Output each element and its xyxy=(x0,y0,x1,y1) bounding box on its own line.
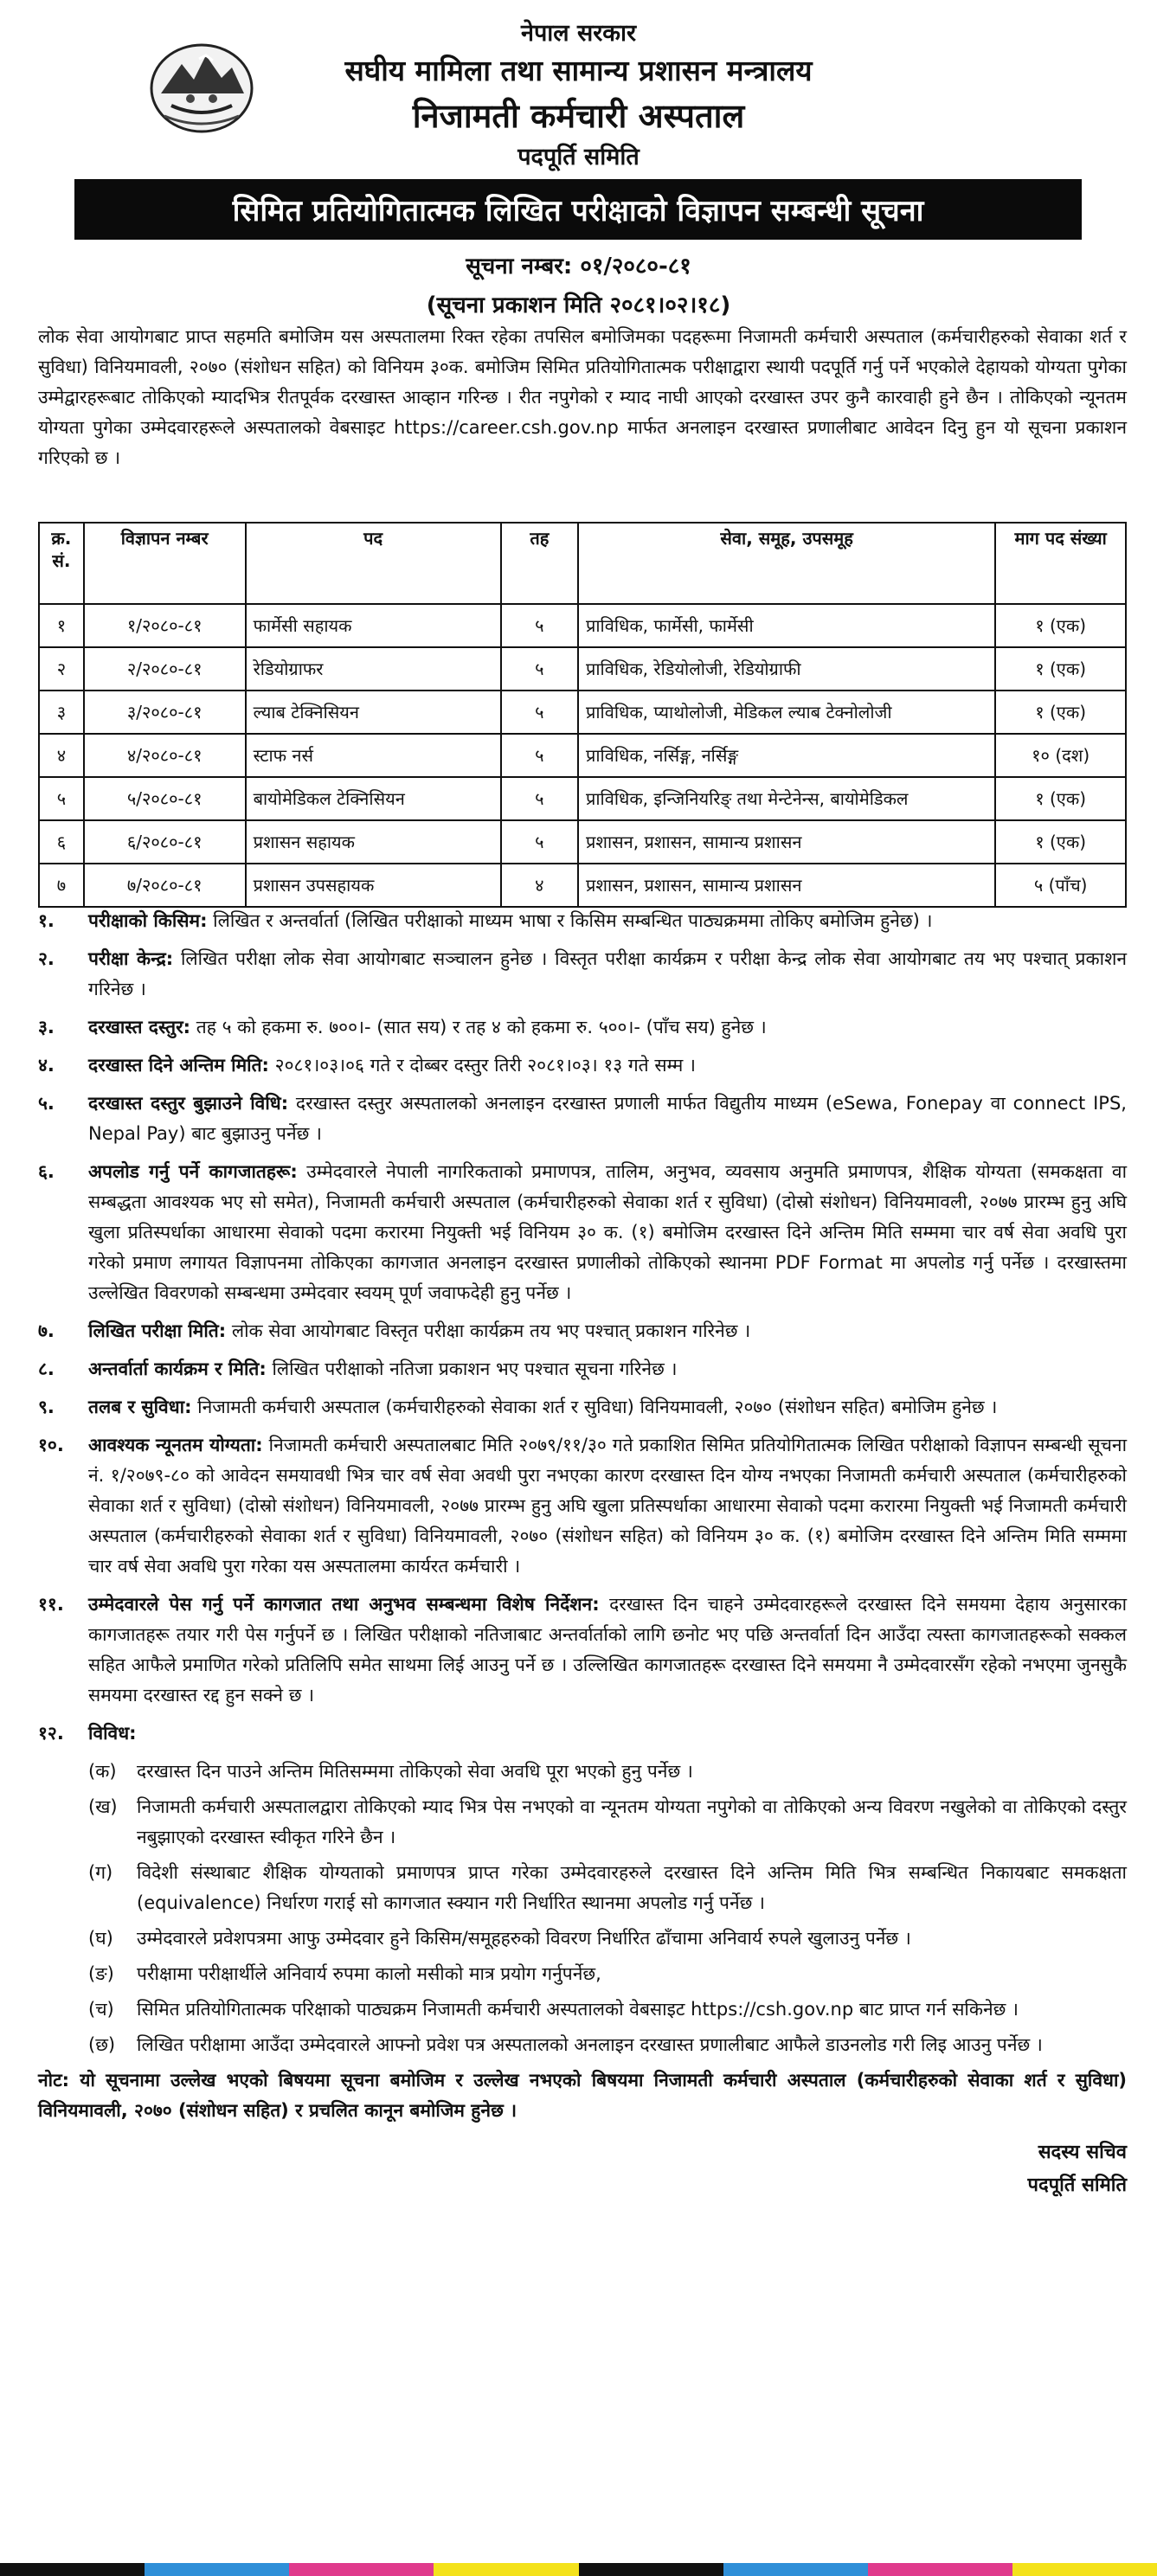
clause-title: परीक्षा केन्द्र: xyxy=(88,948,174,969)
clause-number: ११. xyxy=(38,1594,64,1615)
misc-text: विदेशी संस्थाबाट शैक्षिक योग्यताको प्रमाणपत्र प्राप्त गरेका उम्मेदवारहरुले दरखास्त दिने अन्तिम मिति भित्र सम्बन्धित निकायबाट समकक्षता (equivalence) निर्धारण गराई सो कागजात स्क्यान गरी निर्धारित स्थानमा अपलोड गर्नु पर्नेछ । xyxy=(137,1862,1127,1913)
ministry-title: सघीय मामिला तथा सामान्य प्रशासन मन्त्रालय xyxy=(344,54,813,87)
cell-demand: १ (एक) xyxy=(995,691,1126,734)
table-row xyxy=(39,604,1126,647)
table-row xyxy=(39,734,1126,777)
clause-title: दरखास्त दस्तुर: xyxy=(88,1017,191,1037)
cell-post: फार्मेसी सहायक xyxy=(246,604,501,647)
cell-demand: १० (दश) xyxy=(995,734,1126,777)
notice-clauses xyxy=(38,906,1127,2202)
header-serial: क्र. सं. xyxy=(39,523,84,604)
misc-item xyxy=(88,1995,1127,2025)
clause-text: निजामती कर्मचारी अस्पतालबाट मिति २०७९/११/३० गते प्रकाशित सिमित प्रतियोगितात्मक लिखित परीक्षाको विज्ञापन सम्बन्धी सूचना नं. १/२०७९-८० को आवेदन समयावधी भित्र चार वर्ष सेवा अवधी पुरा नभएका कारण दरखास्त दिन योग्य नभएका निजामती कर्मचारी अस्पताल (कर्मचारीहरुको सेवाका शर्त र सुविधा) (दोस्रो संशोधन) विनियमावली, २०७७ प्रारम्भ हुनु अघि खुला प्रतिस्पर्धाका आधारमा सेवाको पदमा करारमा नियुक्ती भई निजामती कर्मचारी अस्पताल (कर्मचारीहरुको सेवाका शर्त र सुविधा) विनियमावली, २०७० (संशोधन सहित) को विनियम ३० क. (१) बमोजिम दरखास्त दिने अन्तिम मिति सम्ममा चार वर्ष सेवा अवधि पुरा गरेका यस अस्पतालमा कार्यरत कर्मचारी । xyxy=(88,1435,1128,1577)
clause-text: दरखास्त दिन चाहने उम्मेदवारहरूले दरखास्त दिने समयमा देहाय अनुसारका कागजातहरू तयार गरी पेस गर्नुपर्ने छ । लिखित परीक्षाको नतिजाबाट अन्तर्वार्ताको लागि छनोट भए पछि अन्तर्वार्ता दिन आउँदा त्यस्ता कागजातहरूको सक्कल सहित आफैले प्रमाणित गरेको प्रतिलिपि समेत साथमा लिई आउनु पर्ने छ । उल्लिखित कागजातहरू दरखास्त दिने समयमा नै उम्मेदवारसँग रहेको नभएमा जुनसुकै समयमा दरखास्त रद्द हुन सक्ने छ । xyxy=(88,1594,1128,1706)
clause-title: दरखास्त दस्तुर बुझाउने विधि: xyxy=(88,1093,289,1114)
clause-body xyxy=(88,1012,1127,1043)
cell-serial: ६ xyxy=(39,820,84,864)
clause-number: ८. xyxy=(38,1359,55,1379)
clause-number: १२. xyxy=(38,1723,64,1744)
cell-service: प्राविधिक, नर्सिङ्ग, नर्सिङ्ग xyxy=(578,734,995,777)
clause-body xyxy=(88,906,1127,936)
clause-number: १०. xyxy=(38,1435,64,1455)
misc-item xyxy=(88,1924,1127,1954)
misc-item xyxy=(88,1757,1127,1787)
misc-number: (छ) xyxy=(88,2034,116,2055)
clause-text: दरखास्त दस्तुर अस्पतालको अनलाइन दरखास्त प्रणाली मार्फत विद्युतीय माध्यम (eSewa, Fonepay वा connect IPS, Nepal Pay) बाट बुझाउनु पर्नेछ । xyxy=(88,1093,1127,1144)
hospital-title: निजामती कर्मचारी अस्पताल xyxy=(412,97,745,135)
color-swatch xyxy=(434,2563,578,2576)
cell-service: प्राविधिक, फार्मेसी, फार्मेसी xyxy=(578,604,995,647)
clause-body xyxy=(88,1157,1127,1308)
clause-text: २०८१।०३।०६ गते र दोब्बर दस्तुर तिरी २०८१।०३। १३ गते सम्म । xyxy=(268,1055,696,1076)
misc-number: (घ) xyxy=(88,1928,113,1949)
misc-text: परीक्षामा परीक्षार्थीले अनिवार्य रुपमा कालो मसीको मात्र प्रयोग गर्नुपर्नेछ, xyxy=(137,1963,601,1984)
header-post: पद xyxy=(246,523,501,604)
cell-demand: ५ (पाँच) xyxy=(995,864,1126,907)
intro-paragraph: लोक सेवा आयोगबाट प्राप्त सहमति बमोजिम यस अस्पतालमा रिक्त रहेका तपसिल बमोजिमका पदहरूमा निजामती कर्मचारी अस्पताल (कर्मचारीहरुको सेवाका शर्त र सुविधा) विनियमावली, २०७० (संशोधन सहित) को विनियम ३०क. बमोजिम सिमित प्रतियोगितात्मक परीक्षाद्वारा स्थायी पदपूर्ति गर्नु पर्ने भएकोले देहायको योग्यता पुगेका उम्मेद्वारहरूबाट तोकिएको म्यादभित्र रीतपूर्वक दरखास्त आव्हान गरिन्छ । रीत नपुगेको र म्याद नाघी आएको दरखास्त उपर कुनै कारवाही हुने छैन । तोकिएको न्यूनतम योग्यता पुगेका उम्मेदवारहरूले अस्पतालको वेबसाइट https://career.csh.gov.np मार्फत अनलाइन दरखास्त प्रणालीबाट आवेदन दिनु हुन यो सूचना प्रकाशन गरिएको छ । xyxy=(38,326,1127,468)
clause-title: लिखित परीक्षा मिति: xyxy=(88,1320,227,1341)
clause-item xyxy=(38,1354,1127,1384)
clause-title: अन्तर्वार्ता कार्यक्रम र मिति: xyxy=(88,1359,267,1379)
cell-adv-number: १/२०८०-८१ xyxy=(84,604,246,647)
cell-adv-number: ५/२०८०-८१ xyxy=(84,777,246,820)
clause-list xyxy=(38,906,1127,1749)
clause-title: दरखास्त दिने अन्तिम मिति: xyxy=(88,1055,269,1076)
cell-level: ५ xyxy=(501,691,578,734)
clause-item xyxy=(38,1012,1127,1043)
clause-number: १. xyxy=(38,910,55,931)
clause-item xyxy=(38,1392,1127,1423)
clause-item xyxy=(38,1590,1127,1711)
cell-demand: १ (एक) xyxy=(995,604,1126,647)
header-demand: माग पद संख्या xyxy=(995,523,1126,604)
committee-title: पदपूर्ति समिति xyxy=(517,144,640,170)
cell-level: ५ xyxy=(501,647,578,691)
cell-demand: १ (एक) xyxy=(995,820,1126,864)
color-swatch xyxy=(0,2563,145,2576)
cell-serial: ३ xyxy=(39,691,84,734)
cell-service: प्राविधिक, प्याथोलोजी, मेडिकल ल्याब टेक्नोलोजी xyxy=(578,691,995,734)
cell-service: प्राविधिक, इन्जिनियरिङ् तथा मेन्टेनेन्स, बायोमेडिकल xyxy=(578,777,995,820)
clause-title: आवश्यक न्यूनतम योग्यता: xyxy=(88,1435,263,1455)
clause-body xyxy=(88,1354,1127,1384)
clause-body xyxy=(88,944,1127,1005)
cell-level: ५ xyxy=(501,777,578,820)
table-body xyxy=(39,604,1126,907)
cell-adv-number: ३/२०८०-८१ xyxy=(84,691,246,734)
misc-item xyxy=(88,1959,1127,1989)
cell-serial: ७ xyxy=(39,864,84,907)
clause-text: लिखित परीक्षा लोक सेवा आयोगबाट सञ्चालन हुनेछ । विस्तृत परीक्षा कार्यक्रम र परीक्षा केन्द्र लोक सेवा आयोगबाट तय भए पश्चात् प्रकाशन गरिनेछ । xyxy=(88,948,1128,999)
clause-number: ३. xyxy=(38,1017,55,1037)
clause-body xyxy=(88,1430,1127,1582)
clause-item xyxy=(38,1157,1127,1308)
clause-text: उम्मेदवारले नेपाली नागरिकताको प्रमाणपत्र, तालिम, अनुभव, व्यवसाय अनुमति प्रमाणपत्र, शैक्षिक योग्यता (समकक्षता वा सम्बद्धता आवश्यक भए सो समेत), निजामती कर्मचारी अस्पताल (कर्मचारीहरुको सेवाका शर्त र सुविधा) (दोस्रो संशोधन) विनियमावली, २०७७ प्रारम्भ हुनु अघि खुला प्रतिस्पर्धाका आधारमा सेवाको पदमा करारमा नियुक्ती भई विनियम ३० क. (१) बमोजिम दरखास्त दिने अन्तिम मिति सम्ममा चार वर्ष सेवा अवधि पुरा गरेको प्रमाण लगायत विज्ञापनमा तोकिएका कागजात अनलाइन दरखास्त प्रणालीको तोकिएको स्थानमा PDF Format मा अपलोड गर्नु पर्नेछ । दरखास्तमा उल्लेखित विवरणको सम्बन्धमा उम्मेदवार स्वयम् पूर्ण जवाफदेही हुनु पर्नेछ । xyxy=(88,1161,1128,1303)
table-row xyxy=(39,777,1126,820)
clause-item xyxy=(38,1718,1127,1749)
misc-number: (क) xyxy=(88,1761,117,1782)
misc-text: उम्मेदवारले प्रवेशपत्रमा आफु उम्मेदवार हुने किसिम/समूहहरुको विवरण निर्धारित ढाँचामा अनिवार्य रुपले खुलाउनु पर्नेछ । xyxy=(137,1928,911,1949)
misc-number: (ग) xyxy=(88,1862,113,1883)
print-color-strip xyxy=(0,2563,1157,2576)
cell-post: प्रशासन उपसहायक xyxy=(246,864,501,907)
clause-title: विविध: xyxy=(88,1723,137,1744)
footer-note: नोट: यो सूचनामा उल्लेख भएको बिषयमा सूचना बमोजिम र उल्लेख नभएको बिषयमा निजामती कर्मचारी अस्पताल (कर्मचारीहरुको सेवाका शर्त र सुविधा) विनियमावली, २०७० (संशोधन सहित) र प्रचलित कानून बमोजिम हुनेछ । xyxy=(38,2070,1127,2121)
document-header xyxy=(0,17,1157,175)
header-service: सेवा, समूह, उपसमूह xyxy=(578,523,995,604)
clause-number: ७. xyxy=(38,1320,55,1341)
cell-post: रेडियोग्राफर xyxy=(246,647,501,691)
clause-title: उम्मेदवारले पेस गर्नु पर्ने कागजात तथा अनुभव सम्बन्धमा विशेष निर्देशन: xyxy=(88,1594,600,1615)
signature-committee: पदपूर्ति समिति xyxy=(1027,2175,1127,2196)
cell-serial: १ xyxy=(39,604,84,647)
clause-item xyxy=(38,944,1127,1005)
signature-title: सदस्य सचिव xyxy=(1038,2142,1127,2163)
clause-body xyxy=(88,1718,1127,1749)
cell-demand: १ (एक) xyxy=(995,647,1126,691)
clause-item xyxy=(38,1316,1127,1346)
clause-text: लिखित र अन्तर्वार्ता (लिखित परीक्षाको माध्यम भाषा र किसिम सम्बन्धित पाठ्यक्रममा तोकिए बमोजिम हुनेछ) । xyxy=(207,910,933,931)
table-row xyxy=(39,691,1126,734)
cell-adv-number: २/२०८०-८१ xyxy=(84,647,246,691)
misc-text: सिमित प्रतियोगितात्मक परिक्षाको पाठ्यक्रम निजामती कर्मचारी अस्पतालको वेबसाइट https://csh.gov.np बाट प्राप्त गर्न सकिनेछ । xyxy=(137,1999,1019,2020)
cell-serial: ५ xyxy=(39,777,84,820)
notice-number: सूचना नम्बर: ०१/२०८०-८१ xyxy=(466,254,691,279)
misc-item xyxy=(88,1858,1127,1918)
clause-number: ५. xyxy=(38,1093,55,1114)
clause-title: तलब र सुविधा: xyxy=(88,1397,192,1417)
table-header-row xyxy=(39,523,1126,604)
cell-service: प्रशासन, प्रशासन, सामान्य प्रशासन xyxy=(578,864,995,907)
clause-item xyxy=(38,1430,1127,1582)
clause-item xyxy=(38,1050,1127,1081)
cell-level: ५ xyxy=(501,734,578,777)
clause-text: तह ५ को हकमा रु. ७००।- (सात सय) र तह ४ को हकमा रु. ५००।- (पाँच सय) हुनेछ । xyxy=(190,1017,767,1037)
misc-item xyxy=(88,1792,1127,1853)
color-swatch xyxy=(868,2563,1012,2576)
clause-number: ४. xyxy=(38,1055,55,1076)
clause-title: अपलोड गर्नु पर्ने कागजातहरू: xyxy=(88,1161,298,1182)
clause-body xyxy=(88,1089,1127,1149)
table-row xyxy=(39,647,1126,691)
clause-item xyxy=(38,906,1127,936)
cell-adv-number: ४/२०८०-८१ xyxy=(84,734,246,777)
misc-text: लिखित परीक्षामा आउँदा उम्मेदवारले आफ्नो प्रवेश पत्र अस्पतालको अनलाइन दरखास्त प्रणालीबाट आफैले डाउनलोड गरी लिइ आउनु पर्नेछ । xyxy=(137,2034,1043,2055)
notice-banner: सिमित प्रतियोगितात्मक लिखित परीक्षाको विज्ञापन सम्बन्धी सूचना xyxy=(74,179,1082,240)
vacancy-table xyxy=(38,522,1127,908)
misc-number: (च) xyxy=(88,1999,114,2020)
cell-level: ५ xyxy=(501,820,578,864)
cell-post: स्टाफ नर्स xyxy=(246,734,501,777)
cell-service: प्राविधिक, रेडियोलोजी, रेडियोग्राफी xyxy=(578,647,995,691)
cell-demand: १ (एक) xyxy=(995,777,1126,820)
cell-level: ४ xyxy=(501,864,578,907)
misc-number: (ङ) xyxy=(88,1963,114,1984)
clause-body xyxy=(88,1590,1127,1711)
misc-text: निजामती कर्मचारी अस्पतालद्वारा तोकिएको म्याद भित्र पेस नभएको वा न्यूनतम योग्यता नपुगेको वा तोकिएको अन्य विवरण नखुलेको वा तोकिएको दस्तुर नबुझाएको दरखास्त स्वीकृत गरिने छैन । xyxy=(137,1796,1127,1847)
clause-text: लिखित परीक्षाको नतिजा प्रकाशन भए पश्चात सूचना गरिनेछ । xyxy=(266,1359,678,1379)
cell-post: ल्याब टेक्निसियन xyxy=(246,691,501,734)
header-adv-number: विज्ञापन नम्बर xyxy=(84,523,246,604)
cell-serial: २ xyxy=(39,647,84,691)
misc-list xyxy=(38,1757,1127,2060)
clause-text: लोक सेवा आयोगबाट विस्तृत परीक्षा कार्यक्रम तय भए पश्चात् प्रकाशन गरिनेछ । xyxy=(226,1320,751,1341)
cell-serial: ४ xyxy=(39,734,84,777)
cell-post: प्रशासन सहायक xyxy=(246,820,501,864)
clause-body xyxy=(88,1050,1127,1081)
clause-number: ९. xyxy=(38,1397,55,1417)
table-row xyxy=(39,820,1126,864)
color-swatch xyxy=(289,2563,434,2576)
color-swatch xyxy=(1012,2563,1157,2576)
cell-level: ५ xyxy=(501,604,578,647)
signature-block xyxy=(38,2136,1127,2202)
clause-number: २. xyxy=(38,948,55,969)
header-level: तह xyxy=(501,523,578,604)
government-title: नेपाल सरकार xyxy=(520,20,637,47)
cell-service: प्रशासन, प्रशासन, सामान्य प्रशासन xyxy=(578,820,995,864)
clause-item xyxy=(38,1089,1127,1149)
misc-number: (ख) xyxy=(88,1796,118,1817)
clause-body xyxy=(88,1316,1127,1346)
clause-title: परीक्षाको किसिम: xyxy=(88,910,208,931)
clause-body xyxy=(88,1392,1127,1423)
publication-date: (सूचना प्रकाशन मिति २०८१।०२।१८) xyxy=(426,292,731,318)
clause-text: निजामती कर्मचारी अस्पताल (कर्मचारीहरुको सेवाका शर्त र सुविधा) विनियमावली, २०७० (संशोधन सहित) बमोजिम हुनेछ । xyxy=(191,1397,998,1417)
misc-text: दरखास्त दिन पाउने अन्तिम मितिसम्ममा तोकिएको सेवा अवधि पूरा भएको हुनु पर्नेछ । xyxy=(137,1761,693,1782)
color-swatch xyxy=(723,2563,868,2576)
table-row xyxy=(39,864,1126,907)
color-swatch xyxy=(145,2563,289,2576)
color-swatch xyxy=(579,2563,723,2576)
cell-adv-number: ७/२०८०-८१ xyxy=(84,864,246,907)
clause-number: ६. xyxy=(38,1161,55,1182)
cell-adv-number: ६/२०८०-८१ xyxy=(84,820,246,864)
cell-post: बायोमेडिकल टेक्निसियन xyxy=(246,777,501,820)
misc-item xyxy=(88,2030,1127,2060)
